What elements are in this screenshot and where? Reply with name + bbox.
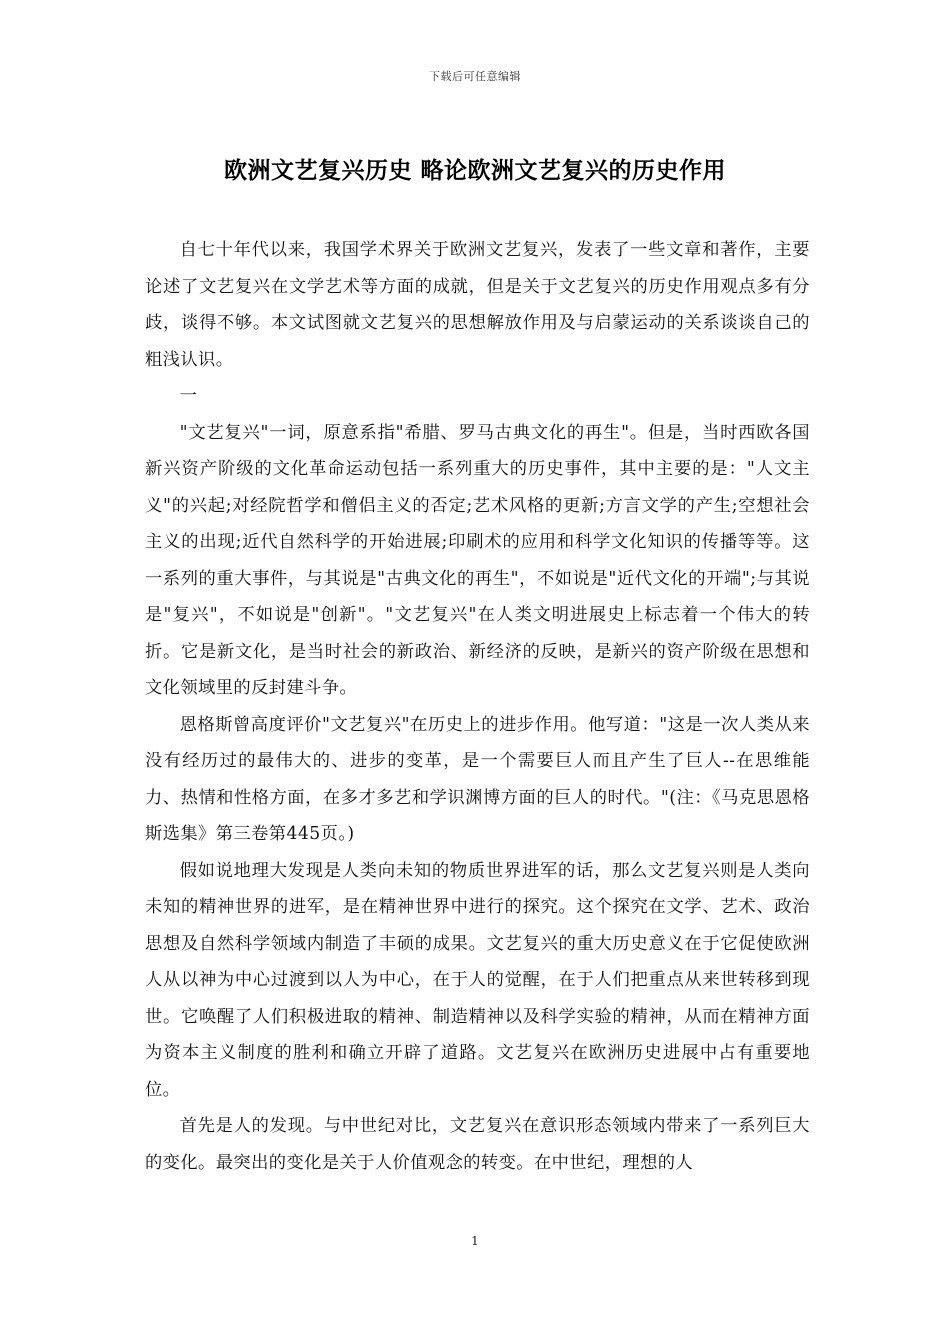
- paragraph: "文艺复兴"一词，原意系指"希腊、罗马古典文化的再生"。但是，当时西欧各国新兴资产阶级的文化革命运动包括一系列重大的历史事件，其中主要的是："人文主义"的兴起;对经院哲学和僧侣主义的否定;艺术风格的更新;方言文学的产生;空想社会主义的出现;近代自然科学的开始进展;印刷术的应用和科学文化知识的传播等等。这一系列的重大事件，与其说是"古典文化的再生"，不如说是"近代文化的开端";与其说是"复兴"，不如说是"创新"。"文艺复兴"在人类文明进展史上标志着一个伟大的转折。它是新文化，是当时社会的新政治、新经济的反映，是新兴的资产阶级在思想和文化领域里的反封建斗争。: [145, 422, 810, 698]
- paragraph: 假如说地理大发现是人类向未知的物质世界进军的话，那么文艺复兴则是人类向未知的精神世界的进军，是在精神世界中进行的探究。这个探究在文学、艺术、政治思想及自然科学领域内制造了丰硕的成果。文艺复兴的重大历史意义在于它促使欧洲人从以神为中心过渡到以人为中心，在于人的觉醒，在于人们把重点从来世转移到现世。它唤醒了人们积极进取的精神、制造精神以及科学实验的精神，从而在精神方面为资本主义制度的胜利和确立开辟了道路。文艺复兴在欧洲历史进展中占有重要地位。: [145, 860, 810, 1100]
- document-body: [145, 232, 810, 1181]
- page-number: 1: [471, 1234, 479, 1248]
- section-number: 一: [179, 386, 198, 406]
- document-title: 欧洲文艺复兴历史 略论欧洲文艺复兴的历史作用: [223, 158, 726, 184]
- paragraph: 首先是人的发现。与中世纪对比，文艺复兴在意识形态领域内带来了一系列巨大的变化。最突出的变化是关于人价值观念的转变。在中世纪，理想的人: [145, 1116, 810, 1173]
- page-header: 下载后可任意编辑: [429, 70, 521, 83]
- paragraph: 恩格斯曾高度评价"文艺复兴"在历史上的进步作用。他写道："这是一次人类从来没有经历过的最伟大的、进步的变革，是一个需要巨人而且产生了巨人--在思维能力、热情和性格方面，在多才多艺和学识渊博方面的巨人的时代。"(注：《马克思恩格斯选集》第三卷第445页。): [145, 714, 810, 844]
- paragraph: 自七十年代以来，我国学术界关于欧洲文艺复兴，发表了一些文章和著作，主要论述了文艺复兴在文学艺术等方面的成就，但是关于文艺复兴的历史作用观点多有分歧，谈得不够。本文试图就文艺复兴的思想解放作用及与启蒙运动的关系谈谈自己的粗浅认识。: [145, 240, 810, 370]
